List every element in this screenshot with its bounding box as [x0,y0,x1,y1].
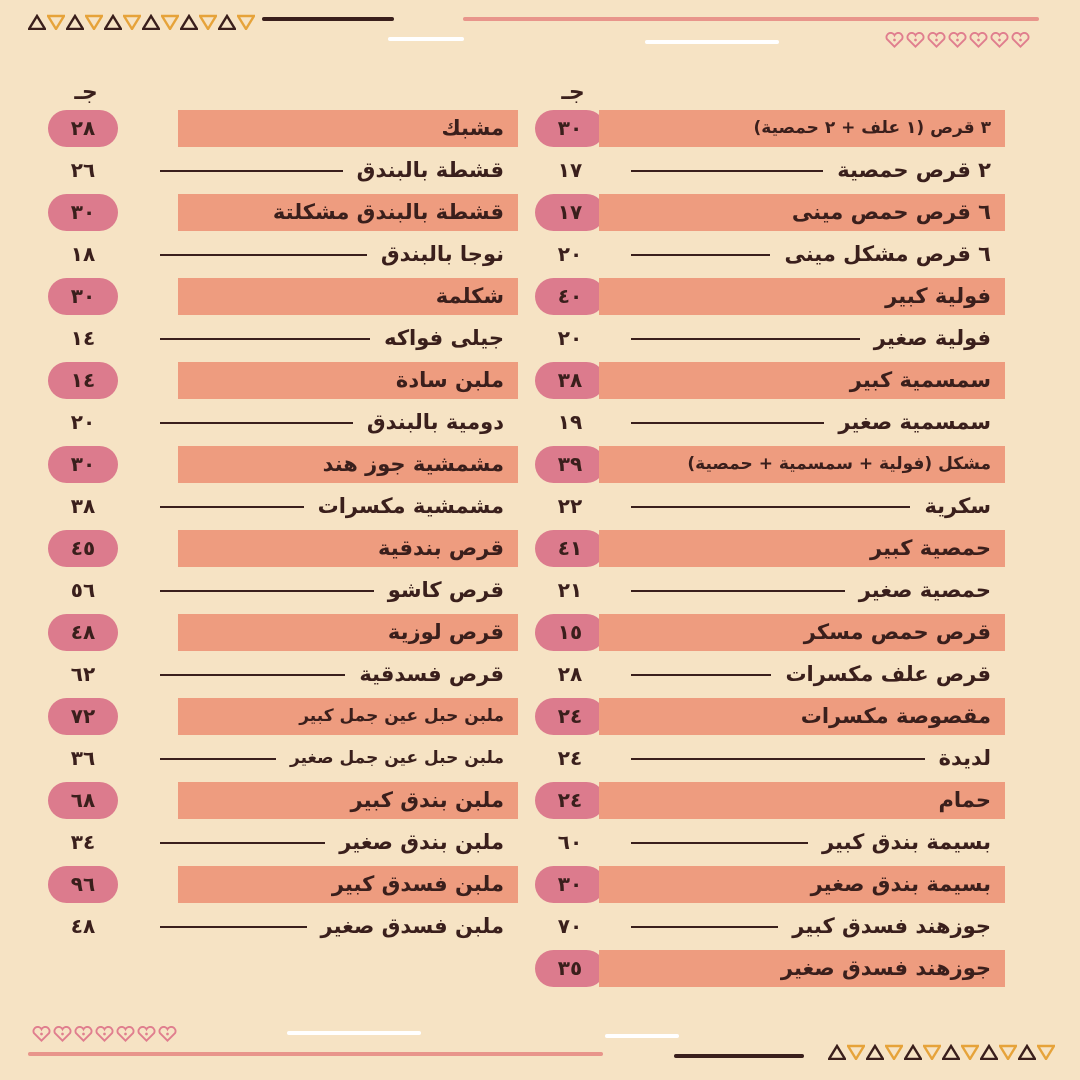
dotted-leader-line [160,842,325,844]
item-price: ٣٠ [48,194,118,231]
menu-item-row [48,740,518,777]
triangle-ornament-top [28,14,255,30]
triangle-icon [828,1044,846,1060]
item-price: ٣٦ [70,746,96,770]
item-price: ١٧ [557,158,583,182]
item-price: ٦٨ [48,782,118,819]
triangle-icon [28,14,46,30]
item-price: ٧٠ [557,914,583,938]
item-name: قرص بندقية [178,530,518,567]
dotted-leader-line [160,674,345,676]
menu-item-row [48,908,518,945]
item-price: ٢٤ [557,746,583,770]
item-price: ٣٩ [535,446,605,483]
item-price: ٤٥ [48,530,118,567]
menu-item-row [48,572,518,609]
menu-item-row [535,698,1005,735]
item-price: ٣٨ [70,494,96,518]
triangle-icon [942,1044,960,1060]
triangle-icon [85,14,103,30]
item-name: قشطة بالبندق [356,158,504,182]
triangle-icon [904,1044,922,1060]
item-name: بسيمة بندق صغير [599,866,1005,903]
item-name: سكرية [924,494,991,518]
triangle-icon [999,1044,1017,1060]
divider-line [28,1052,603,1056]
item-name: ٦ قرص حمص مينى [599,194,1005,231]
menu-item-row [48,824,518,861]
item-price: ٢١ [557,578,583,602]
item-price: ٤٠ [535,278,605,315]
menu-item-row [48,320,518,357]
item-name: حمصية صغير [858,578,991,602]
item-name: قشطة بالبندق مشكلتة [178,194,518,231]
item-price: ٣٤ [70,830,96,854]
dotted-leader-line [631,506,910,508]
item-price: ٣٠ [535,866,605,903]
heart-icon [969,32,988,48]
heart-icon [116,1026,135,1042]
item-name: حمام [599,782,1005,819]
item-name: ملبن فسدق كبير [178,866,518,903]
item-name: جيلى فواكه [384,326,504,350]
item-name: ملبن بندق صغير [339,830,504,854]
item-name: ملبن حبل عين جمل صغير [290,748,504,768]
menu-item-row [48,194,518,231]
item-price: ٢٠ [557,326,583,350]
item-price: ٥٦ [70,578,96,602]
triangle-icon [237,14,255,30]
item-price: ٣٠ [535,110,605,147]
menu-item-row [535,446,1005,483]
dotted-leader-line [160,254,367,256]
menu-item-row [535,782,1005,819]
menu-item-row [535,572,1005,609]
dotted-leader-line [160,422,353,424]
item-name: ٦ قرص مشكل مينى [784,242,991,266]
menu-item-row [48,362,518,399]
heart-icon [927,32,946,48]
menu-item-row [535,488,1005,525]
divider-line [262,17,394,21]
heart-icon [158,1026,177,1042]
heart-icon [948,32,967,48]
menu-item-row [535,362,1005,399]
dotted-leader-line [631,674,771,676]
item-price: ٣٨ [535,362,605,399]
item-name: سمسمية صغير [838,410,991,434]
triangle-icon [180,14,198,30]
item-name: ملبن سادة [178,362,518,399]
triangle-ornament-bottom [828,1044,1055,1060]
dotted-leader-line [160,338,370,340]
item-price: ١٤ [70,326,96,350]
menu-item-row [535,236,1005,273]
item-name: جوزهند فسدق كبير [792,914,991,938]
item-name: ملبن حبل عين جمل كبير [178,698,518,735]
item-name: نوجا بالبندق [380,242,504,266]
triangle-icon [885,1044,903,1060]
item-price: ٢٤ [535,698,605,735]
item-price: ٣٠ [48,446,118,483]
triangle-icon [199,14,217,30]
heart-icon [32,1026,51,1042]
menu-item-row [48,152,518,189]
menu-item-row [535,320,1005,357]
heart-icon [990,32,1009,48]
menu-item-row [48,278,518,315]
item-price: ٤١ [535,530,605,567]
item-name: فولية صغير [873,326,991,350]
menu-item-row [535,614,1005,651]
menu-item-row [48,446,518,483]
divider-line [674,1054,804,1058]
item-name: حمصية كبير [599,530,1005,567]
item-name: دومية بالبندق [366,410,504,434]
heart-icon [906,32,925,48]
triangle-icon [218,14,236,30]
item-name: شكلمة [178,278,518,315]
heart-icon [53,1026,72,1042]
triangle-icon [866,1044,884,1060]
menu-item-row [535,740,1005,777]
triangle-icon [123,14,141,30]
dotted-leader-line [631,758,925,760]
triangle-icon [1037,1044,1055,1060]
dotted-leader-line [160,926,307,928]
menu-item-row [48,656,518,693]
heart-icon [74,1026,93,1042]
menu-item-row [48,866,518,903]
menu-item-row [48,614,518,651]
dotted-leader-line [631,842,808,844]
triangle-icon [923,1044,941,1060]
dotted-leader-line [160,758,276,760]
heart-ornament-bottom [32,1026,177,1044]
dotted-leader-line [631,926,778,928]
menu-item-row [535,656,1005,693]
item-price: ٦٢ [70,662,96,686]
dotted-leader-line [160,506,304,508]
dotted-leader-line [160,590,374,592]
item-name: ٢ قرص حمصية [837,158,991,182]
triangle-icon [66,14,84,30]
item-price: ١٧ [535,194,605,231]
item-name: قرص كاشو [387,578,504,602]
divider-line [645,40,779,44]
currency-label: جـ [74,80,98,105]
item-name: فولية كبير [599,278,1005,315]
dotted-leader-line [631,590,845,592]
item-price: ٢٨ [557,662,583,686]
heart-icon [137,1026,156,1042]
heart-icon [95,1026,114,1042]
item-name: مشبك [178,110,518,147]
item-name: قرص حمص مسكر [599,614,1005,651]
item-price: ٤٨ [70,914,96,938]
menu-item-row [535,950,1005,987]
item-name: لديدة [938,746,991,770]
dotted-leader-line [631,338,860,340]
divider-line [463,17,1039,21]
triangle-icon [142,14,160,30]
currency-label: جـ [561,80,585,105]
item-name: مشكل (فولية + سمسمية + حمصية) [599,446,1005,483]
item-price: ٢٢ [557,494,583,518]
menu-item-row [535,278,1005,315]
item-price: ١٥ [535,614,605,651]
menu-item-row [48,488,518,525]
dotted-leader-line [160,170,343,172]
item-name: قرص علف مكسرات [785,662,991,686]
item-name: جوزهند فسدق صغير [599,950,1005,987]
item-name: قرص لوزية [178,614,518,651]
item-price: ١٨ [70,242,96,266]
item-name: مشمشية جوز هند [178,446,518,483]
heart-icon [1011,32,1030,48]
menu-item-row [535,404,1005,441]
menu-item-row [535,530,1005,567]
item-price: ٢٦ [70,158,96,182]
heart-icon [885,32,904,48]
item-price: ٦٠ [557,830,583,854]
divider-line [287,1031,421,1035]
item-name: سمسمية كبير [599,362,1005,399]
item-price: ٤٨ [48,614,118,651]
triangle-icon [961,1044,979,1060]
item-name: ٣ قرص (١ علف + ٢ حمصية) [599,110,1005,147]
menu-item-row [48,782,518,819]
triangle-icon [104,14,122,30]
item-price: ٢٤ [535,782,605,819]
menu-item-row [535,908,1005,945]
triangle-icon [980,1044,998,1060]
item-price: ٧٢ [48,698,118,735]
menu-item-row [48,698,518,735]
menu-item-row [48,236,518,273]
menu-item-row [48,530,518,567]
item-price: ٣٥ [535,950,605,987]
item-name: مقصوصة مكسرات [599,698,1005,735]
menu-item-row [48,110,518,147]
item-name: بسيمة بندق كبير [821,830,991,854]
triangle-icon [847,1044,865,1060]
item-price: ٢٠ [70,410,96,434]
item-name: قرص فسدقية [359,662,504,686]
heart-ornament-top [885,32,1030,50]
divider-line [388,37,464,41]
divider-line [605,1034,679,1038]
item-price: ٢٨ [48,110,118,147]
dotted-leader-line [631,170,823,172]
menu-item-row [535,110,1005,147]
item-price: ٣٠ [48,278,118,315]
dotted-leader-line [631,422,824,424]
menu-item-row [535,194,1005,231]
item-name: مشمشية مكسرات [317,494,504,518]
menu-item-row [535,866,1005,903]
item-price: ١٩ [557,410,583,434]
triangle-icon [47,14,65,30]
menu-item-row [48,404,518,441]
triangle-icon [1018,1044,1036,1060]
item-name: ملبن فسدق صغير [320,914,504,938]
item-price: ١٤ [48,362,118,399]
item-price: ٩٦ [48,866,118,903]
item-name: ملبن بندق كبير [178,782,518,819]
menu-item-row [535,824,1005,861]
triangle-icon [161,14,179,30]
item-price: ٢٠ [557,242,583,266]
menu-item-row [535,152,1005,189]
dotted-leader-line [631,254,770,256]
